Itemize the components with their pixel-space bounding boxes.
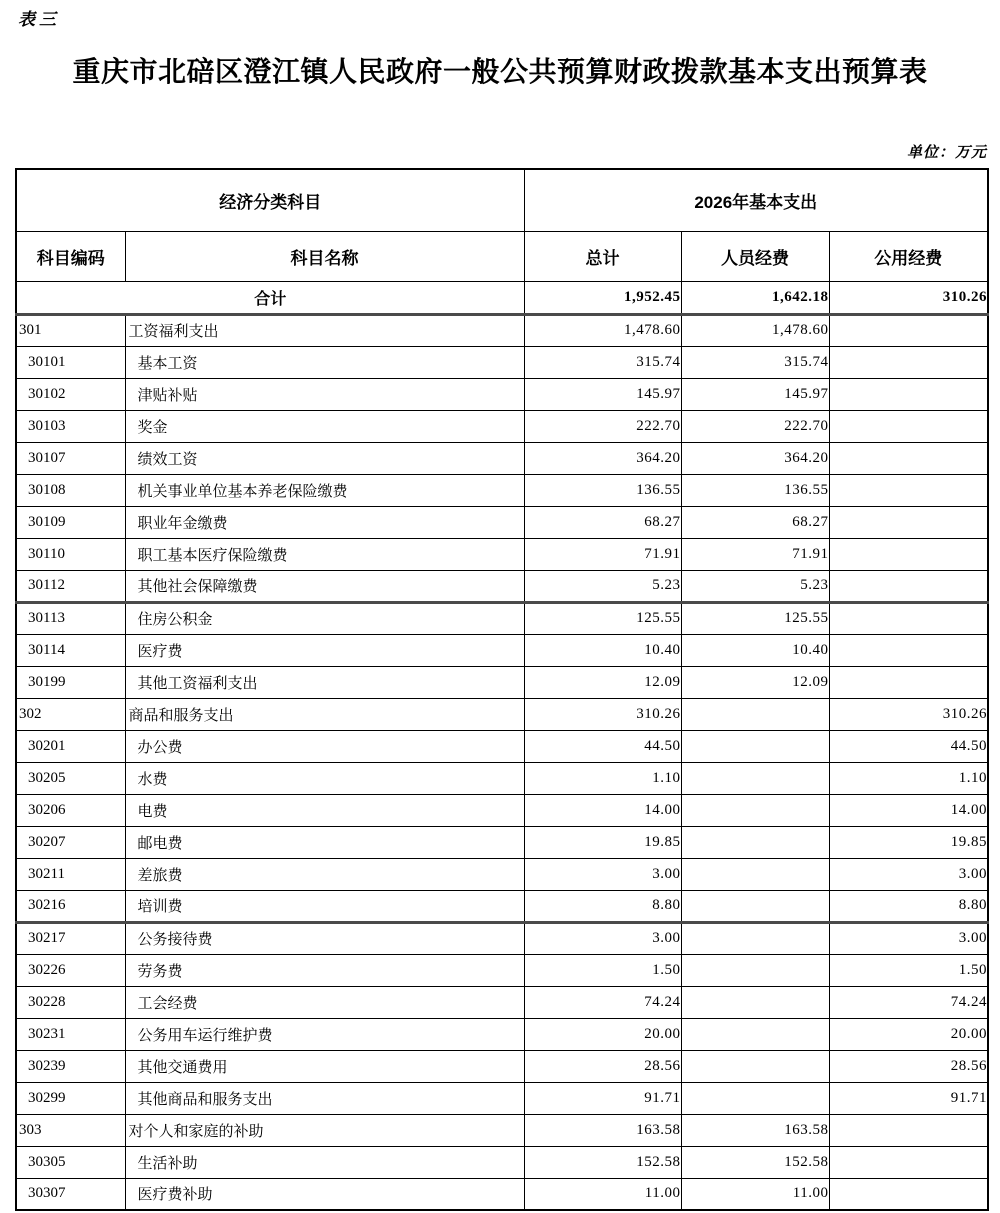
grand-total-value: 1,952.45 [524, 281, 681, 314]
table-row [16, 922, 988, 954]
subject-name-cell: 公务接待费 [125, 922, 524, 954]
subject-code-cell: 30307 [16, 1178, 125, 1210]
header-group-row [16, 169, 988, 231]
subject-code-cell: 30207 [16, 826, 125, 858]
table-row [16, 346, 988, 378]
subject-code-cell: 30228 [16, 986, 125, 1018]
subject-code-cell: 30112 [16, 570, 125, 602]
total-value-cell: 71.91 [524, 538, 681, 570]
table-row [16, 698, 988, 730]
subject-code-cell: 30110 [16, 538, 125, 570]
unit-note: 单位：万元 [906, 145, 987, 161]
public-value-cell: 19.85 [829, 826, 988, 858]
personnel-value-cell: 222.70 [681, 410, 829, 442]
table-row [16, 1146, 988, 1178]
table-row [16, 1114, 988, 1146]
total-value-cell: 152.58 [524, 1146, 681, 1178]
public-value-cell: 1.10 [829, 762, 988, 794]
personnel-value-cell: 11.00 [681, 1178, 829, 1210]
personnel-value-cell: 1,478.60 [681, 314, 829, 346]
subject-code-cell: 30201 [16, 730, 125, 762]
table-row [16, 474, 988, 506]
public-value-cell: 310.26 [829, 698, 988, 730]
subject-name-cell: 邮电费 [125, 826, 524, 858]
subject-name-cell: 基本工资 [125, 346, 524, 378]
public-value-cell [829, 442, 988, 474]
header-personnel-fund: 人员经费 [681, 231, 829, 281]
subject-code-cell: 30114 [16, 634, 125, 666]
personnel-value-cell: 315.74 [681, 346, 829, 378]
header-subject-name: 科目名称 [125, 231, 524, 281]
subject-code-cell: 30108 [16, 474, 125, 506]
subject-code-cell: 30216 [16, 890, 125, 922]
subject-name-cell: 津贴补贴 [125, 378, 524, 410]
total-value-cell: 1.10 [524, 762, 681, 794]
subject-code-cell: 30199 [16, 666, 125, 698]
public-value-cell [829, 1114, 988, 1146]
header-2026-basic-expenditure: 2026年基本支出 [524, 169, 988, 231]
subject-code-cell: 30217 [16, 922, 125, 954]
total-value-cell: 1,478.60 [524, 314, 681, 346]
personnel-value-cell: 68.27 [681, 506, 829, 538]
subject-name-cell: 工资福利支出 [125, 314, 524, 346]
subject-code-cell: 30113 [16, 602, 125, 634]
header-columns-row [16, 231, 988, 281]
public-value-cell: 8.80 [829, 890, 988, 922]
table-row [16, 506, 988, 538]
subject-code-cell: 30103 [16, 410, 125, 442]
personnel-value-cell [681, 1082, 829, 1114]
total-value-cell: 136.55 [524, 474, 681, 506]
public-value-cell: 44.50 [829, 730, 988, 762]
subject-name-cell: 其他商品和服务支出 [125, 1082, 524, 1114]
table-row [16, 1082, 988, 1114]
table-number-label: 表三 [18, 10, 60, 29]
personnel-value-cell [681, 986, 829, 1018]
public-value-cell [829, 570, 988, 602]
personnel-value-cell [681, 826, 829, 858]
personnel-value-cell [681, 730, 829, 762]
subject-code-cell: 30299 [16, 1082, 125, 1114]
table-row [16, 762, 988, 794]
subject-name-cell: 机关事业单位基本养老保险缴费 [125, 474, 524, 506]
total-value-cell: 68.27 [524, 506, 681, 538]
subject-name-cell: 差旅费 [125, 858, 524, 890]
page-title: 重庆市北碚区澄江镇人民政府一般公共预算财政拨款基本支出预算表 [72, 56, 928, 87]
subject-name-cell: 其他工资福利支出 [125, 666, 524, 698]
subject-name-cell: 公务用车运行维护费 [125, 1018, 524, 1050]
table-row [16, 858, 988, 890]
total-value-cell: 1.50 [524, 954, 681, 986]
public-value-cell: 3.00 [829, 858, 988, 890]
total-value-cell: 310.26 [524, 698, 681, 730]
subject-name-cell: 医疗费 [125, 634, 524, 666]
subject-code-cell: 30305 [16, 1146, 125, 1178]
personnel-value-cell: 364.20 [681, 442, 829, 474]
subject-name-cell: 电费 [125, 794, 524, 826]
public-value-cell: 20.00 [829, 1018, 988, 1050]
subject-code-cell: 30206 [16, 794, 125, 826]
total-value-cell: 74.24 [524, 986, 681, 1018]
public-value-cell: 28.56 [829, 1050, 988, 1082]
total-value-cell: 315.74 [524, 346, 681, 378]
total-value-cell: 14.00 [524, 794, 681, 826]
subject-code-cell: 30107 [16, 442, 125, 474]
personnel-value-cell: 71.91 [681, 538, 829, 570]
header-public-fund: 公用经费 [829, 231, 988, 281]
grand-personnel-value: 1,642.18 [681, 281, 829, 314]
total-value-cell: 145.97 [524, 378, 681, 410]
subject-name-cell: 奖金 [125, 410, 524, 442]
table-row [16, 1178, 988, 1210]
public-value-cell [829, 602, 988, 634]
public-value-cell [829, 634, 988, 666]
total-value-cell: 163.58 [524, 1114, 681, 1146]
subject-code-cell: 302 [16, 698, 125, 730]
personnel-value-cell [681, 890, 829, 922]
total-value-cell: 222.70 [524, 410, 681, 442]
public-value-cell [829, 1146, 988, 1178]
subject-code-cell: 30226 [16, 954, 125, 986]
total-value-cell: 5.23 [524, 570, 681, 602]
subject-code-cell: 30231 [16, 1018, 125, 1050]
table-row [16, 666, 988, 698]
personnel-value-cell [681, 1018, 829, 1050]
total-value-cell: 8.80 [524, 890, 681, 922]
personnel-value-cell [681, 954, 829, 986]
table-row [16, 986, 988, 1018]
total-value-cell: 44.50 [524, 730, 681, 762]
subject-code-cell: 30239 [16, 1050, 125, 1082]
total-value-cell: 3.00 [524, 922, 681, 954]
personnel-value-cell: 12.09 [681, 666, 829, 698]
total-value-cell: 28.56 [524, 1050, 681, 1082]
header-subject-code: 科目编码 [16, 231, 125, 281]
subject-code-cell: 30211 [16, 858, 125, 890]
table-row [16, 794, 988, 826]
subject-name-cell: 劳务费 [125, 954, 524, 986]
personnel-value-cell [681, 858, 829, 890]
table-row [16, 602, 988, 634]
table-row [16, 410, 988, 442]
subject-name-cell: 水费 [125, 762, 524, 794]
subject-name-cell: 工会经费 [125, 986, 524, 1018]
public-value-cell: 74.24 [829, 986, 988, 1018]
table-row [16, 1018, 988, 1050]
public-value-cell [829, 538, 988, 570]
subject-name-cell: 其他交通费用 [125, 1050, 524, 1082]
public-value-cell [829, 410, 988, 442]
personnel-value-cell: 163.58 [681, 1114, 829, 1146]
subject-name-cell: 培训费 [125, 890, 524, 922]
subject-code-cell: 30102 [16, 378, 125, 410]
table-row [16, 570, 988, 602]
public-value-cell [829, 506, 988, 538]
subject-code-cell: 30205 [16, 762, 125, 794]
table-row [16, 954, 988, 986]
public-value-cell [829, 474, 988, 506]
public-value-cell: 3.00 [829, 922, 988, 954]
subject-name-cell: 其他社会保障缴费 [125, 570, 524, 602]
grand-total-row [16, 281, 988, 314]
total-value-cell: 12.09 [524, 666, 681, 698]
table-row [16, 826, 988, 858]
public-value-cell: 91.71 [829, 1082, 988, 1114]
subject-name-cell: 对个人和家庭的补助 [125, 1114, 524, 1146]
personnel-value-cell [681, 922, 829, 954]
public-value-cell [829, 314, 988, 346]
total-value-cell: 91.71 [524, 1082, 681, 1114]
subject-name-cell: 生活补助 [125, 1146, 524, 1178]
header-total: 总计 [524, 231, 681, 281]
public-value-cell [829, 1178, 988, 1210]
total-value-cell: 20.00 [524, 1018, 681, 1050]
subject-name-cell: 商品和服务支出 [125, 698, 524, 730]
table-row [16, 442, 988, 474]
total-value-cell: 19.85 [524, 826, 681, 858]
total-value-cell: 364.20 [524, 442, 681, 474]
subject-code-cell: 30109 [16, 506, 125, 538]
subject-name-cell: 住房公积金 [125, 602, 524, 634]
table-row [16, 1050, 988, 1082]
table-row [16, 378, 988, 410]
subject-code-cell: 303 [16, 1114, 125, 1146]
budget-table [15, 168, 989, 1211]
personnel-value-cell: 125.55 [681, 602, 829, 634]
public-value-cell: 1.50 [829, 954, 988, 986]
subject-name-cell: 职工基本医疗保险缴费 [125, 538, 524, 570]
table-row [16, 730, 988, 762]
grand-public-value: 310.26 [829, 281, 988, 314]
personnel-value-cell: 152.58 [681, 1146, 829, 1178]
total-value-cell: 3.00 [524, 858, 681, 890]
table-header [16, 169, 988, 281]
personnel-value-cell [681, 794, 829, 826]
personnel-value-cell [681, 1050, 829, 1082]
table-row [16, 314, 988, 346]
subject-code-cell: 301 [16, 314, 125, 346]
personnel-value-cell [681, 762, 829, 794]
personnel-value-cell: 136.55 [681, 474, 829, 506]
total-value-cell: 11.00 [524, 1178, 681, 1210]
total-value-cell: 125.55 [524, 602, 681, 634]
public-value-cell [829, 666, 988, 698]
grand-total-label: 合计 [16, 281, 524, 314]
public-value-cell: 14.00 [829, 794, 988, 826]
personnel-value-cell: 145.97 [681, 378, 829, 410]
personnel-value-cell [681, 698, 829, 730]
total-value-cell: 10.40 [524, 634, 681, 666]
public-value-cell [829, 346, 988, 378]
table-row [16, 634, 988, 666]
subject-name-cell: 医疗费补助 [125, 1178, 524, 1210]
table-row [16, 890, 988, 922]
subject-name-cell: 办公费 [125, 730, 524, 762]
subject-name-cell: 职业年金缴费 [125, 506, 524, 538]
table-body [16, 281, 988, 1210]
subject-name-cell: 绩效工资 [125, 442, 524, 474]
header-economic-classification: 经济分类科目 [16, 169, 524, 231]
personnel-value-cell: 10.40 [681, 634, 829, 666]
public-value-cell [829, 378, 988, 410]
table-row [16, 538, 988, 570]
personnel-value-cell: 5.23 [681, 570, 829, 602]
subject-code-cell: 30101 [16, 346, 125, 378]
